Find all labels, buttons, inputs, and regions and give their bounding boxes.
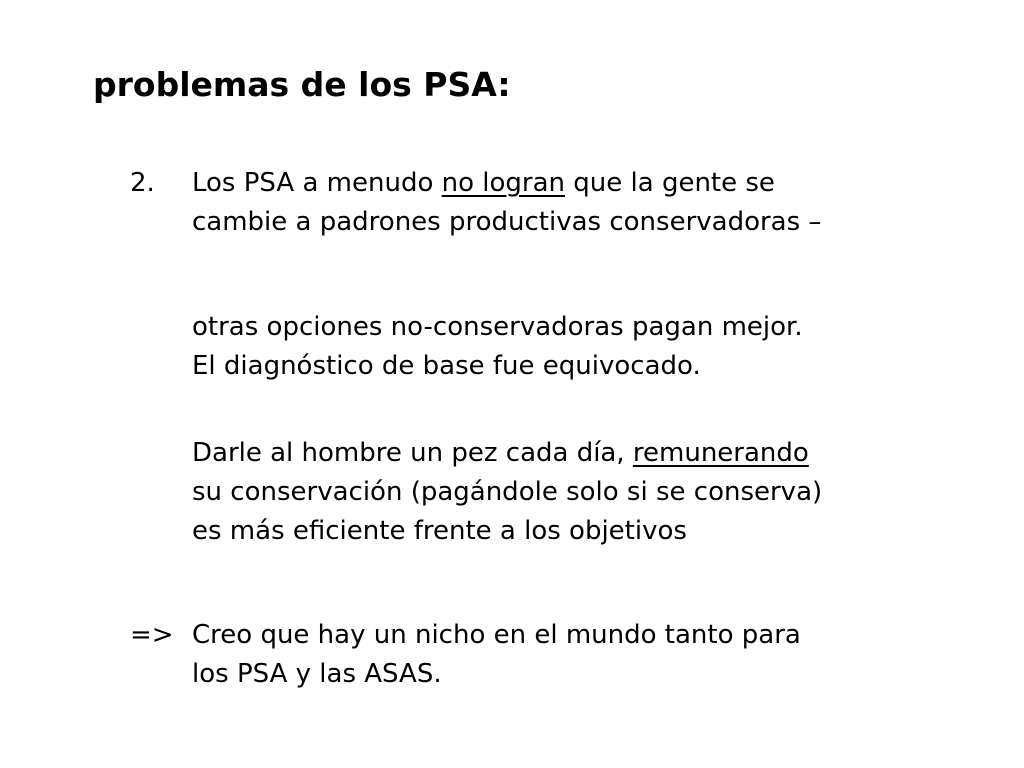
text-line: cambie a padrones productivas conservadoras – [192, 207, 822, 237]
text-line: otras opciones no-conservadoras pagan mejor. [192, 312, 803, 342]
list-item-text [192, 164, 821, 242]
text-line: su conservación (pagándole solo si se conserva) [192, 477, 823, 507]
text-line [192, 164, 821, 203]
underlined-text: remunerando [632, 438, 809, 468]
slide-title: problemas de los PSA: [93, 65, 511, 104]
text-line: es más eficiente frente a los objetivos [192, 516, 687, 546]
list-number: 2. [130, 168, 155, 198]
text-line: El diagnóstico de base fue equivocado. [192, 351, 701, 381]
text-segment: Darle al hombre un pez cada día, [192, 438, 633, 468]
arrow-marker: => [130, 620, 174, 650]
text-line [192, 434, 822, 473]
paragraph-text [192, 434, 822, 551]
paragraph-text [192, 308, 803, 386]
text-line: Creo que hay un nicho en el mundo tanto para [192, 620, 801, 650]
conclusion-text [192, 616, 801, 694]
text-line: los PSA y las ASAS. [192, 659, 442, 689]
underlined-text: no logran [441, 168, 566, 198]
text-segment: que la gente se [565, 168, 775, 198]
text-segment: Los PSA a menudo [192, 168, 442, 198]
